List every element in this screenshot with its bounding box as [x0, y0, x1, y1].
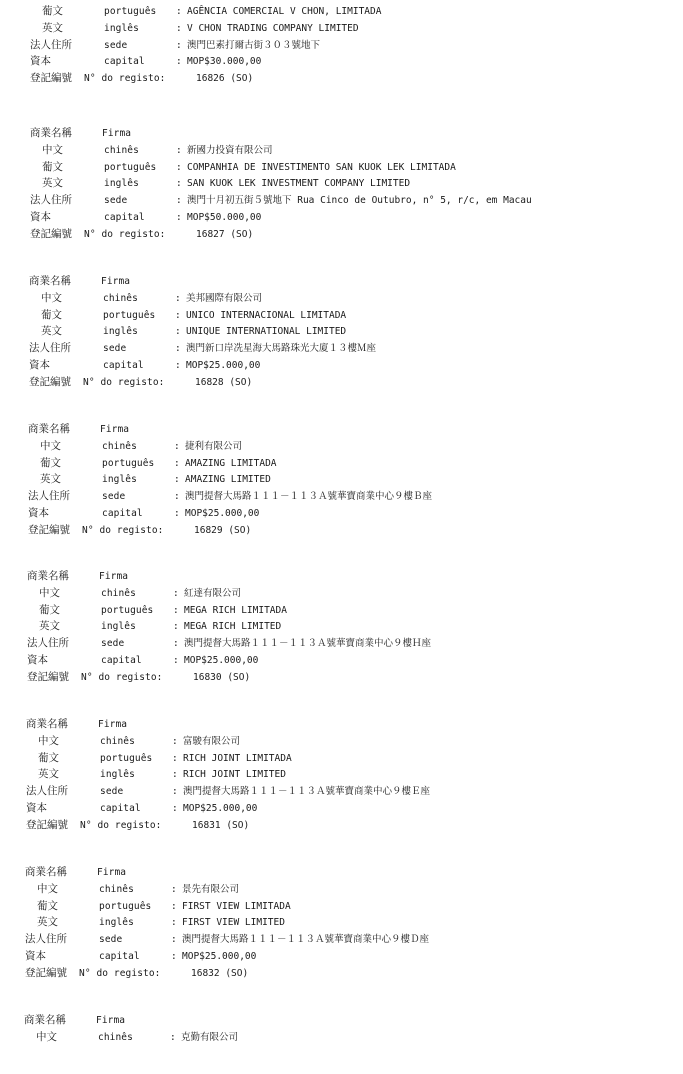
separator: : [172, 786, 178, 798]
chines-label-pt: chinês [103, 292, 138, 304]
registo-value: 16831 (SO) [192, 819, 250, 831]
sede-value: 澳門提督大馬路１１１－１１３Ａ號華寶商業中心９樓Ｅ座 [183, 786, 431, 798]
capital-value: MOP$30.000,00 [187, 56, 262, 68]
firma-label-pt: Firma [99, 571, 129, 582]
chines-label-zh: 中文 [42, 143, 63, 156]
ingles-label-zh: 英文 [37, 916, 58, 929]
chines-label-pt: chinês [99, 883, 134, 895]
chines-value: 克勤有限公司 [181, 1031, 239, 1043]
registo-label-pt: N° do registo: [79, 967, 161, 979]
portugues-label-zh: 葡文 [40, 456, 61, 469]
chines-label-pt: chinês [100, 735, 135, 747]
capital-label-pt: capital [101, 655, 142, 666]
ingles-label-zh: 英文 [42, 177, 63, 190]
separator: : [176, 22, 182, 34]
separator: : [176, 212, 182, 223]
firma-label-pt: Firma [100, 424, 130, 435]
chines-value: 新國力投資有限公司 [187, 144, 273, 156]
sede-label-zh: 法人住所 [28, 490, 70, 503]
firma-label-zh: 商業名稱 [24, 1014, 66, 1026]
sede-label-zh: 法人住所 [30, 38, 72, 51]
capital-label-pt: capital [104, 212, 145, 223]
chines-value: 捷利有限公司 [185, 440, 243, 452]
capital-value: MOP$25.000,00 [186, 360, 261, 371]
sede-value: 澳門十月初五街５號地下 Rua Cinco de Outubro, n° 5, r/c, em Macau [187, 195, 532, 207]
ingles-label-zh: 英文 [42, 21, 63, 34]
chines-label-pt: chinês [104, 144, 139, 156]
firma-label-zh: 商業名稱 [26, 718, 68, 730]
separator: : [171, 883, 177, 895]
ingles-label-zh: 英文 [41, 325, 62, 338]
separator: : [176, 6, 182, 17]
capital-label-pt: capital [102, 508, 143, 519]
ingles-label-pt: inglês [100, 769, 135, 781]
chines-label-zh: 中文 [37, 882, 58, 895]
separator: : [173, 621, 179, 633]
separator: : [174, 508, 180, 519]
firma-label-pt: Firma [98, 719, 128, 730]
firma-label-pt: Firma [101, 276, 131, 287]
sede-label-pt: sede [101, 638, 125, 650]
separator: : [172, 752, 178, 764]
capital-label-zh: 資本 [26, 802, 47, 814]
separator: : [176, 144, 182, 156]
capital-label-pt: capital [100, 803, 141, 814]
portugues-label-pt: português [99, 900, 152, 912]
chines-label-pt: chinês [101, 587, 136, 599]
portugues-label-pt: português [104, 6, 157, 17]
ingles-value: FIRST VIEW LIMITED [182, 917, 285, 929]
separator: : [171, 934, 177, 946]
separator: : [176, 56, 182, 68]
capital-label-pt: capital [103, 360, 144, 371]
sede-label-zh: 法人住所 [26, 785, 68, 798]
sede-label-pt: sede [104, 39, 128, 51]
firma-label-zh: 商業名稱 [29, 275, 71, 287]
separator: : [175, 292, 181, 304]
capital-value: MOP$50.000,00 [187, 212, 262, 223]
separator: : [175, 343, 181, 355]
separator: : [171, 917, 177, 929]
capital-label-zh: 資本 [30, 211, 51, 223]
ingles-value: AMAZING LIMITED [185, 474, 271, 486]
capital-label-zh: 資本 [25, 950, 46, 962]
separator: : [174, 457, 180, 469]
separator: : [173, 604, 179, 616]
separator: : [175, 309, 181, 321]
sede-label-pt: sede [104, 195, 128, 207]
registo-value: 16832 (SO) [191, 967, 249, 979]
firma-label-pt: Firma [102, 128, 132, 139]
registo-label-zh: 登記編號 [28, 523, 70, 536]
ingles-label-zh: 英文 [39, 620, 60, 633]
portugues-value: AMAZING LIMITADA [185, 457, 277, 469]
chines-label-zh: 中文 [36, 1030, 57, 1043]
registo-label-zh: 登記編號 [29, 375, 71, 388]
firma-label-zh: 商業名稱 [27, 570, 69, 582]
separator: : [176, 39, 182, 51]
registo-label-zh: 登記編號 [30, 227, 72, 240]
chines-label-zh: 中文 [39, 586, 60, 599]
registo-label-pt: N° do registo: [82, 524, 164, 536]
sede-value: 澳門新口岸冼星海大馬路珠光大廈１３樓Ｍ座 [186, 343, 377, 355]
portugues-label-zh: 葡文 [38, 751, 59, 764]
capital-label-pt: capital [99, 951, 140, 962]
separator: : [171, 900, 177, 912]
ingles-label-pt: inglês [102, 474, 137, 486]
capital-value: MOP$25.000,00 [185, 508, 260, 519]
sede-label-pt: sede [99, 934, 123, 946]
ingles-label-zh: 英文 [38, 768, 59, 781]
portugues-label-pt: português [100, 752, 153, 764]
portugues-value: MEGA RICH LIMITADA [184, 604, 287, 616]
sede-label-zh: 法人住所 [30, 194, 72, 207]
firma-label-zh: 商業名稱 [25, 866, 67, 878]
separator: : [173, 655, 179, 666]
sede-label-zh: 法人住所 [25, 933, 67, 946]
sede-label-zh: 法人住所 [27, 637, 69, 650]
chines-value: 美邦國際有限公司 [186, 292, 263, 304]
chines-label-zh: 中文 [38, 734, 59, 747]
chines-label-zh: 中文 [40, 439, 61, 452]
registo-label-pt: N° do registo: [80, 819, 162, 831]
registo-value: 16829 (SO) [194, 524, 252, 536]
chines-value: 景先有限公司 [182, 883, 240, 895]
separator: : [174, 491, 180, 503]
registo-value: 16830 (SO) [193, 671, 251, 683]
chines-label-pt: chinês [102, 440, 137, 452]
chines-value: 富駿有限公司 [183, 735, 241, 747]
ingles-label-pt: inglês [103, 326, 138, 338]
separator: : [174, 474, 180, 486]
registo-label-pt: N° do registo: [83, 376, 165, 388]
portugues-label-zh: 葡文 [42, 160, 63, 173]
separator: : [175, 360, 181, 371]
registo-label-pt: N° do registo: [84, 228, 166, 240]
sede-label-pt: sede [102, 491, 126, 503]
separator: : [176, 161, 182, 173]
ingles-label-pt: inglês [104, 178, 139, 190]
portugues-label-pt: português [103, 309, 156, 321]
portugues-value: AGÊNCIA COMERCIAL V CHON, LIMITADA [187, 6, 382, 17]
separator: : [173, 587, 179, 599]
ingles-value: SAN KUOK LEK INVESTMENT COMPANY LIMITED [187, 178, 411, 190]
separator: : [174, 440, 180, 452]
firma-label-zh: 商業名稱 [28, 423, 70, 435]
portugues-label-zh: 葡文 [37, 899, 58, 912]
registo-value: 16827 (SO) [196, 228, 254, 240]
firma-label-zh: 商業名稱 [30, 127, 72, 139]
ingles-value: RICH JOINT LIMITED [183, 769, 286, 781]
separator: : [172, 803, 178, 814]
registo-label-zh: 登記編號 [25, 966, 67, 979]
separator: : [172, 769, 178, 781]
chines-label-zh: 中文 [41, 291, 62, 304]
capital-label-zh: 資本 [29, 359, 50, 371]
registo-label-pt: N° do registo: [81, 671, 163, 683]
ingles-label-pt: inglês [99, 917, 134, 929]
portugues-label-zh: 葡文 [39, 603, 60, 616]
separator: : [170, 1031, 176, 1043]
firma-label-pt: Firma [97, 867, 127, 878]
capital-value: MOP$25.000,00 [182, 951, 257, 962]
chines-value: 紅達有限公司 [184, 587, 242, 599]
sede-value: 澳門巴素打爾古街３０３號地下 [187, 39, 321, 51]
portugues-label-zh: 葡文 [42, 5, 63, 17]
portugues-value: RICH JOINT LIMITADA [183, 752, 292, 764]
separator: : [175, 326, 181, 338]
portugues-label-pt: português [101, 604, 154, 616]
firma-label-pt: Firma [96, 1015, 126, 1026]
capital-value: MOP$25.000,00 [184, 655, 259, 666]
capital-label-zh: 資本 [28, 507, 49, 519]
capital-label-zh: 資本 [27, 654, 48, 666]
sede-label-zh: 法人住所 [29, 342, 71, 355]
ingles-label-zh: 英文 [40, 473, 61, 486]
portugues-value: UNICO INTERNACIONAL LIMITADA [186, 309, 347, 321]
sede-value: 澳門提督大馬路１１１－１１３Ａ號華寶商業中心９樓Ｄ座 [182, 934, 430, 946]
registo-label-pt: N° do registo: [84, 73, 166, 85]
ingles-value: V CHON TRADING COMPANY LIMITED [187, 22, 359, 34]
portugues-label-pt: português [102, 457, 155, 469]
separator: : [172, 735, 178, 747]
sede-label-pt: sede [100, 786, 124, 798]
sede-label-pt: sede [103, 343, 127, 355]
ingles-label-pt: inglês [104, 22, 139, 34]
separator: : [176, 195, 182, 207]
separator: : [176, 178, 182, 190]
registo-label-zh: 登記編號 [30, 72, 72, 85]
registo-label-zh: 登記編號 [26, 818, 68, 831]
capital-label-zh: 資本 [30, 55, 51, 68]
chines-label-pt: chinês [98, 1031, 133, 1043]
registo-value: 16826 (SO) [196, 73, 254, 85]
registo-label-zh: 登記編號 [27, 670, 69, 683]
portugues-value: FIRST VIEW LIMITADA [182, 900, 291, 912]
ingles-value: UNIQUE INTERNATIONAL LIMITED [186, 326, 347, 338]
portugues-label-pt: português [104, 161, 157, 173]
capital-label-pt: capital [104, 56, 145, 68]
separator: : [171, 951, 177, 962]
portugues-label-zh: 葡文 [41, 308, 62, 321]
sede-value: 澳門提督大馬路１１１－１１３Ａ號華寶商業中心９樓Ｂ座 [185, 491, 433, 503]
portugues-value: COMPANHIA DE INVESTIMENTO SAN KUOK LEK LIMITADA [187, 161, 456, 173]
ingles-label-pt: inglês [101, 621, 136, 633]
ingles-value: MEGA RICH LIMITED [184, 621, 282, 633]
separator: : [173, 638, 179, 650]
registo-value: 16828 (SO) [195, 376, 253, 388]
sede-value: 澳門提督大馬路１１１－１１３Ａ號華寶商業中心９樓Ｈ座 [184, 638, 432, 650]
capital-value: MOP$25.000,00 [183, 803, 258, 814]
